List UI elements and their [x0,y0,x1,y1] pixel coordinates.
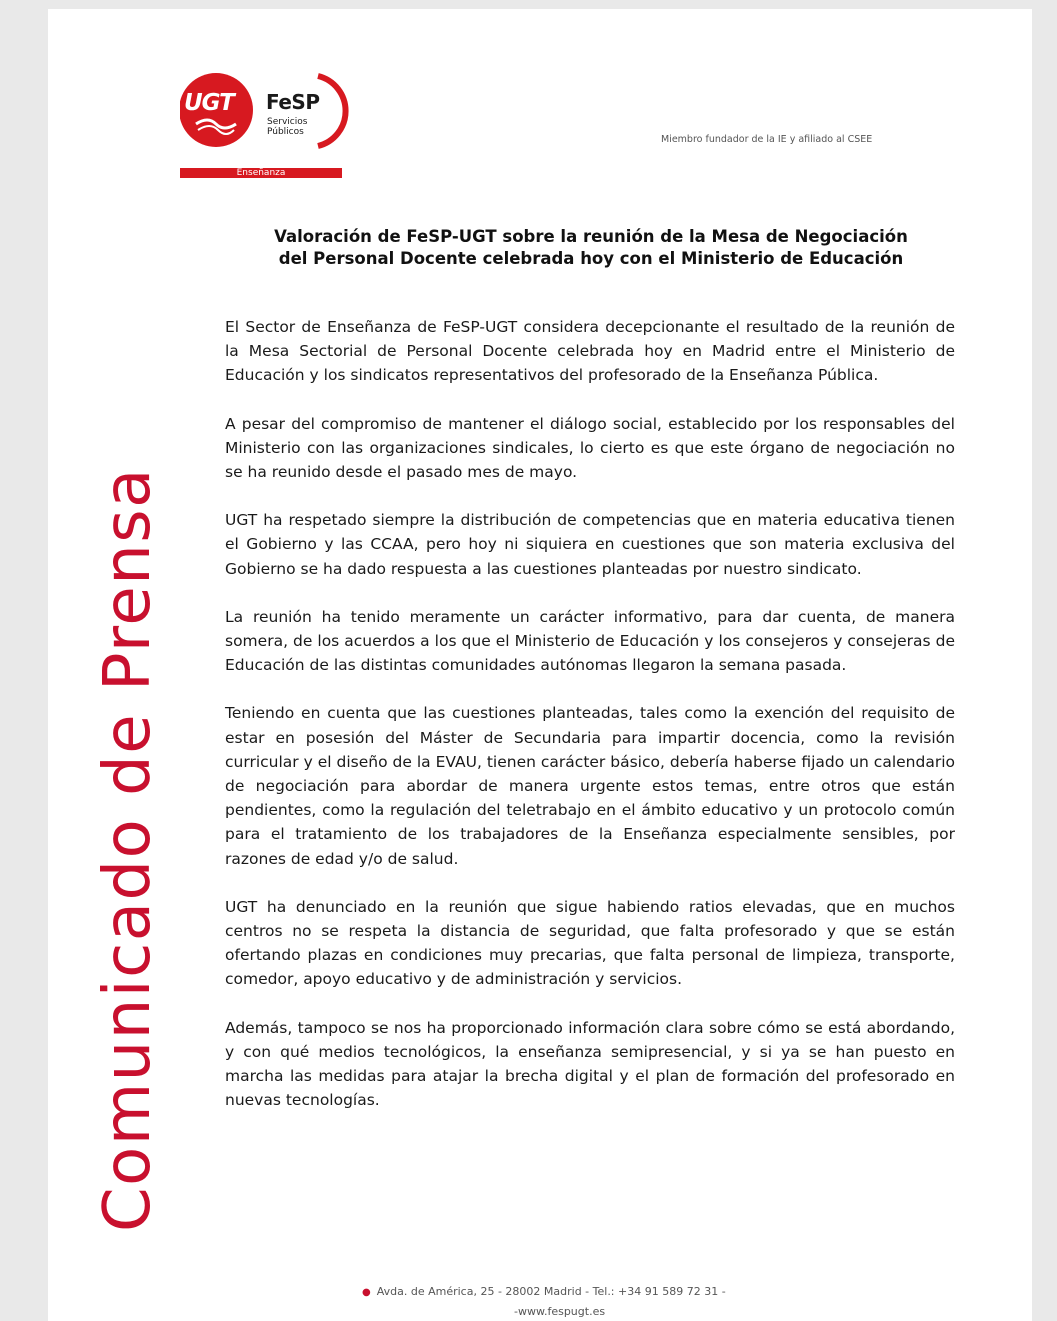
logo-fesp-text: FeSP [266,90,320,114]
body-paragraph: Además, tampoco se nos ha proporcionado información clara sobre cómo se está abordando, y con qué medios tecnológicos, la enseñanza semipresencial, y si ya se han puesto en marcha las medidas para atajar la brecha digital y el plan de formación del profesorado en nuevas tecnologías. [225,1018,955,1110]
member-text: Miembro fundador de la IE y afiliado al CSEE [661,134,873,145]
footer-address: Avda. de América, 25 - 28002 Madrid - Tel.: +34 91 589 72 31 - [376,1285,726,1298]
comunicado-de-prensa-title: Comunicado de Prensa [91,467,165,1232]
logo-ugt-text: UGT [184,90,234,116]
logo-servicios-publicos [267,117,327,137]
body-paragraph: La reunión ha tenido meramente un carácter informativo, para dar cuenta, de manera somera, de los acuerdos a los que el Ministerio de Educación y los consejeros y consejeras de Educación de las distintas comunidades autónomas llegaron la semana pasada. [225,607,955,675]
body-paragraph: UGT ha denunciado en la reunión que sigue habiendo ratios elevadas, que en muchos centros no se respeta la distancia de seguridad, que falta profesorado y que se están ofertando plazas en condiciones muy precarias, que falta personal de limpieza, transporte, comedor, apoyo educativo y de administración y servicios. [225,897,955,989]
press-release-body [225,315,955,1136]
fesp-ugt-logo [180,72,350,180]
headline-line1: Valoración de FeSP-UGT sobre la reunión de la Mesa de Negociación [274,227,908,246]
footer-website[interactable]: -www.fespugt.es [514,1305,606,1318]
logo-ensenanza-label: Enseñanza [236,168,286,178]
logo-servicios-line2: Públicos [267,127,304,137]
press-release-headline [226,226,956,270]
footer [362,1282,762,1321]
logo-servicios-line1: Servicios [267,117,308,127]
footer-address-line [362,1282,762,1302]
body-paragraph: A pesar del compromiso de mantener el diálogo social, establecido por los responsables del Ministerio con las organizaciones sindicales, lo cierto es que este órgano de negociación no se ha reunido desde el pasado mes de mayo. [225,414,955,482]
body-paragraph: El Sector de Enseñanza de FeSP-UGT considera decepcionante el resultado de la reunión de la Mesa Sectorial de Personal Docente celebrada hoy en Madrid entre el Ministerio de Educación y los sindicatos representativos del profesorado de la Enseñanza Pública. [225,318,955,385]
body-paragraph: Teniendo en cuenta que las cuestiones planteadas, tales como la exención del requisito de estar en posesión del Máster de Secundaria para impartir docencia, como la revisión curricular y el diseño de la EVAU, tienen carácter básico, debería haberse fijado un calendario de negociación para abordar de manera urgente estos temas, entre otros que están pendientes, como la regulación del teletrabajo en el ámbito educativo y un protocolo común para el tratamiento de los trabajadores de la Enseñanza especialmente sensibles, por razones de edad y/o de salud. [225,704,955,868]
headline-line2: del Personal Docente celebrada hoy con el Ministerio de Educación [278,249,904,268]
bullet-icon: ● [362,1287,371,1298]
body-paragraph: UGT ha respetado siempre la distribución de competencias que en materia educativa tienen el Gobierno y las CCAA, pero hoy ni siquiera en cuestiones que son materia exclusiva del Gobierno se ha dado respuesta a las cuestiones planteadas por nuestro sindicato. [225,511,955,578]
